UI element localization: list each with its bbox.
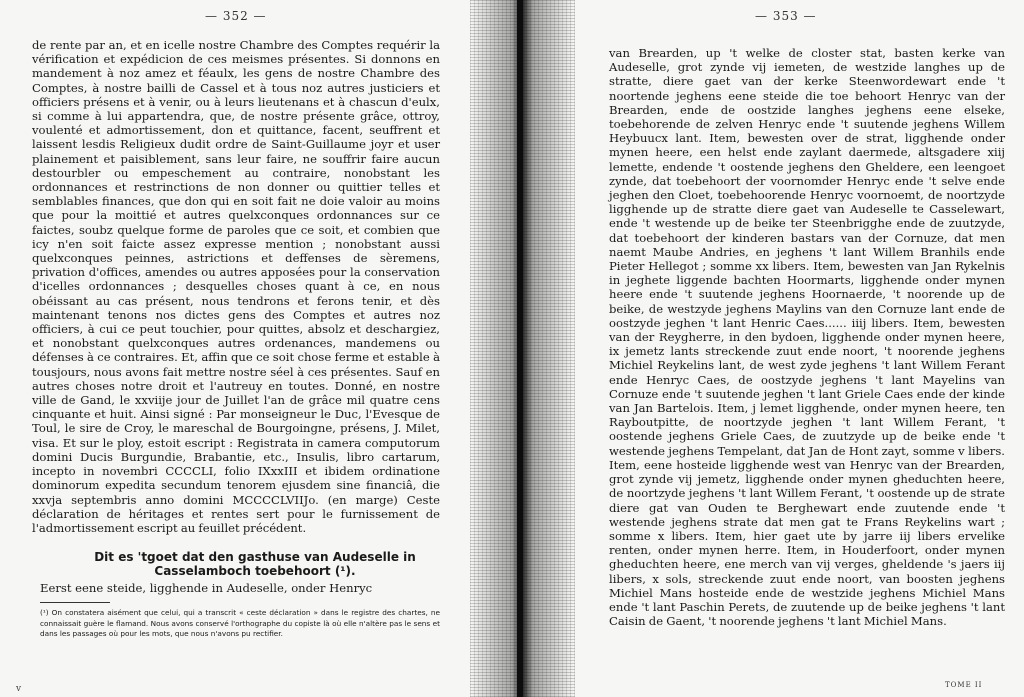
left-page [0,0,470,697]
corner-mark: v [16,684,22,694]
right-page [575,0,1024,697]
section-heading: Dit es 'tgoet dat den gasthuse van Audeselle in Casselamboch toebehoort (¹). [94,550,416,578]
page-number-right: — 353 — [755,9,817,23]
section-first-line: Eerst eene steide, ligghende in Audeselle, onder Henryc [40,581,373,595]
book-spine [517,0,523,697]
left-page-body: de rente par an, et en icelle nostre Chambre des Comptes requérir la vérification et expédicion de ces meismes présentes. Si donnons en mandement à noz amez et féaulx, les gens de nostre Chambre des Comptes, à nostre bailli de Cassel et à tous noz autres justiciers et officiers présens et à venir, ou à leurs lieutenans et à chascun d'eulx, si comme à lui appartendra, que, de nostre présente grâce, ottroy, voulenté et admortissement, don et quittance, facent, seuffrent et laissent lesdis Religieux dudit ordre de Saint-Guillaume joyr et user plainement et paisiblement, sans leur faire, ne souffrir faire aucun destourbler ou empeschement au contraire, nonobstant les ordonnances et restrinctions de non donner ou quittier telles et semblables finances, que don qui en soit fait ne doie valoir au moins que pour la moittié et autres quelxconques ordonnances sur ce faictes, soubz quelque forme de paroles que ce soit, et combien que icy n'en soit faicte assez expresse mention ; nonobstant aussi quelxconques peinnes, astrictions et deffenses de sèremens, privation d'offices, amendes ou autres apposées pour la conservation d'icelles ordonnances ; desquelles choses quant à ce, en nous obéissant au cas présent, nous tendrons et ferons tenir, et dès maintenant tenons nos dictes gens des Comptes et autres noz officiers, à cui ce peut touchier, pour quittes, absolz et deschargiez, et nonobstant quelxconques autres ordenances, mandemens ou défenses à ce contraires. Et, affin que ce soit chose ferme et estable à tousjours, nous avons fait mettre nostre séel à ces présentes. Sauf en autres choses notre droit et l'autreuy en toutes. Donné, en nostre ville de Gand, le xxviije jour de Juillet l'an de grâce mil quatre cens cinquante et huit. Ainsi signé : Par monseigneur le Duc, l'Evesque de Toul, le sire de Croy, le mareschal de Bourgoingne, présens, J. Milet, visa. Et sur le ploy, estoit escript : Registrata in camera computorum domini Ducis Burgundie, Brabantie, etc., Insulis, libro cartarum, incepto in novembri CCCCLI, folio IXxxIII et ibidem ordinatione dominorum expedita secundum tenorem ejusdem sine financiâ, die xxvja septembris anno domini MCCCCLVIIJo. (en marge) Ceste déclaration de héritages et rentes sert pour le furnissement de l'admortissement escript au feuillet précédent. [32,38,440,535]
tome-label: TOME II [945,681,983,689]
page-number-left: — 352 — [205,9,267,23]
footnote-rule [40,602,110,603]
right-page-body: van Brearden, up 't welke de closter stat, basten kerke van Audeselle, grot zynde vij iemeten, de westzide langhes up de stratte, diere gaet van der kerke Steenwordewart ende 't noortende jeghens eene steide die toe behoort Henryc van der Brearden, ende de oostzide langhes jeghens eene elseke, toebehorende de zelven Henryc ende 't suutende jeghens Willem Heybuucx lant. Item, bewesten over de strat, ligghende onder mynen heere, een helst ende zaylant daermede, altsgadere xiij lemette, endende 't oostende jeghens den Gheldere, een leengoet zynde, dat toebehoort der voornomder Henryc ende 't selve ende jeghen den Cloet, toebehoorende Henryc voornoemt, de noortzyde ligghende up de stratte diere gaet van Audeselle te Casselewart, ende 't westende up de beike ter Steenbrigghe ende de zuutzyde, dat toebehoort der kinderen bastars van der Cornuze, dat men naemt Maube Andries, en jeghens 't lant Willem Branhils ende Pieter Hellegot ; somme xx libers. Item, bewesten van Jan Rykelnis in jeghete liggende bachten Hoormarts, ligghende onder mynen heere ende 't suutende jeghens Hoornaerde, 't noorende up de beike, de westzyde jeghens Maylins van den Cornuze lant ende de oostzyde jeghen 't lant Henric Caes...... iiij libers. Item, bewesten van der Reygherre, in den bydoen, ligghende onder mynen heere, ix jemetz lants streckende zuut ende noort, 't noorende jeghens Michiel Reykelins lant, de west zyde jeghens 't lant Willem Ferant ende Henryc Caes, de oostzyde jeghens 't lant Mayelins van Cornuze ende 't suutende jeghen 't lant Griele Caes ende der kinde van Jan Bartelois. Item, j lemet ligghende, onder mynen heere, ten Rayboutpitte, de noortzyde jeghen 't lant Willem Ferant, 't oostende jeghens Griele Caes, de zuutzyde up de beike ende 't westende jeghens Tempelant, dat Jan de Hont zayt, somme v libers. Item, eene hosteide ligghende west van Henryc van der Brearden, grot zynde vij jemetz, ligghende onder mynen gheduchten heere, de noortzyde jeghens 't lant Willem Ferant, 't oostende up de strate diere gat van Ouden te Berghewart ende zuutende ende 't westende jeghens strate dat men gat te Frans Reykelins wart ; somme x libers. Item, hier gaet ute by jarre iij libers ervelike renten, onder mynen herre. Item, in Houderfoort, onder mynen gheduchten heere, ene merch van vij verges, gheldende 's jaers iij libers, x sols, streckende zuut ende noort, van boosten jeghens Michiel Mans hosteide ende de westzide jeghens Michiel Mans ende 't lant Paschin Perets, de zuutende up de beike jeghens 't lant Caisin de Gaent, 't noorende jeghens 't lant Michiel Mans. [609,46,1005,629]
footnote: (¹) On constatera aisément que celui, qui a transcrit « ceste déclaration » dans le registre des chartes, ne connaissait guère le flamand. Nous avons conservé l'orthographe du copiste là où elle n'altère pas le sens et dans les passages où pour les mots, que nous n'avons pu rectifier. [40,608,440,638]
